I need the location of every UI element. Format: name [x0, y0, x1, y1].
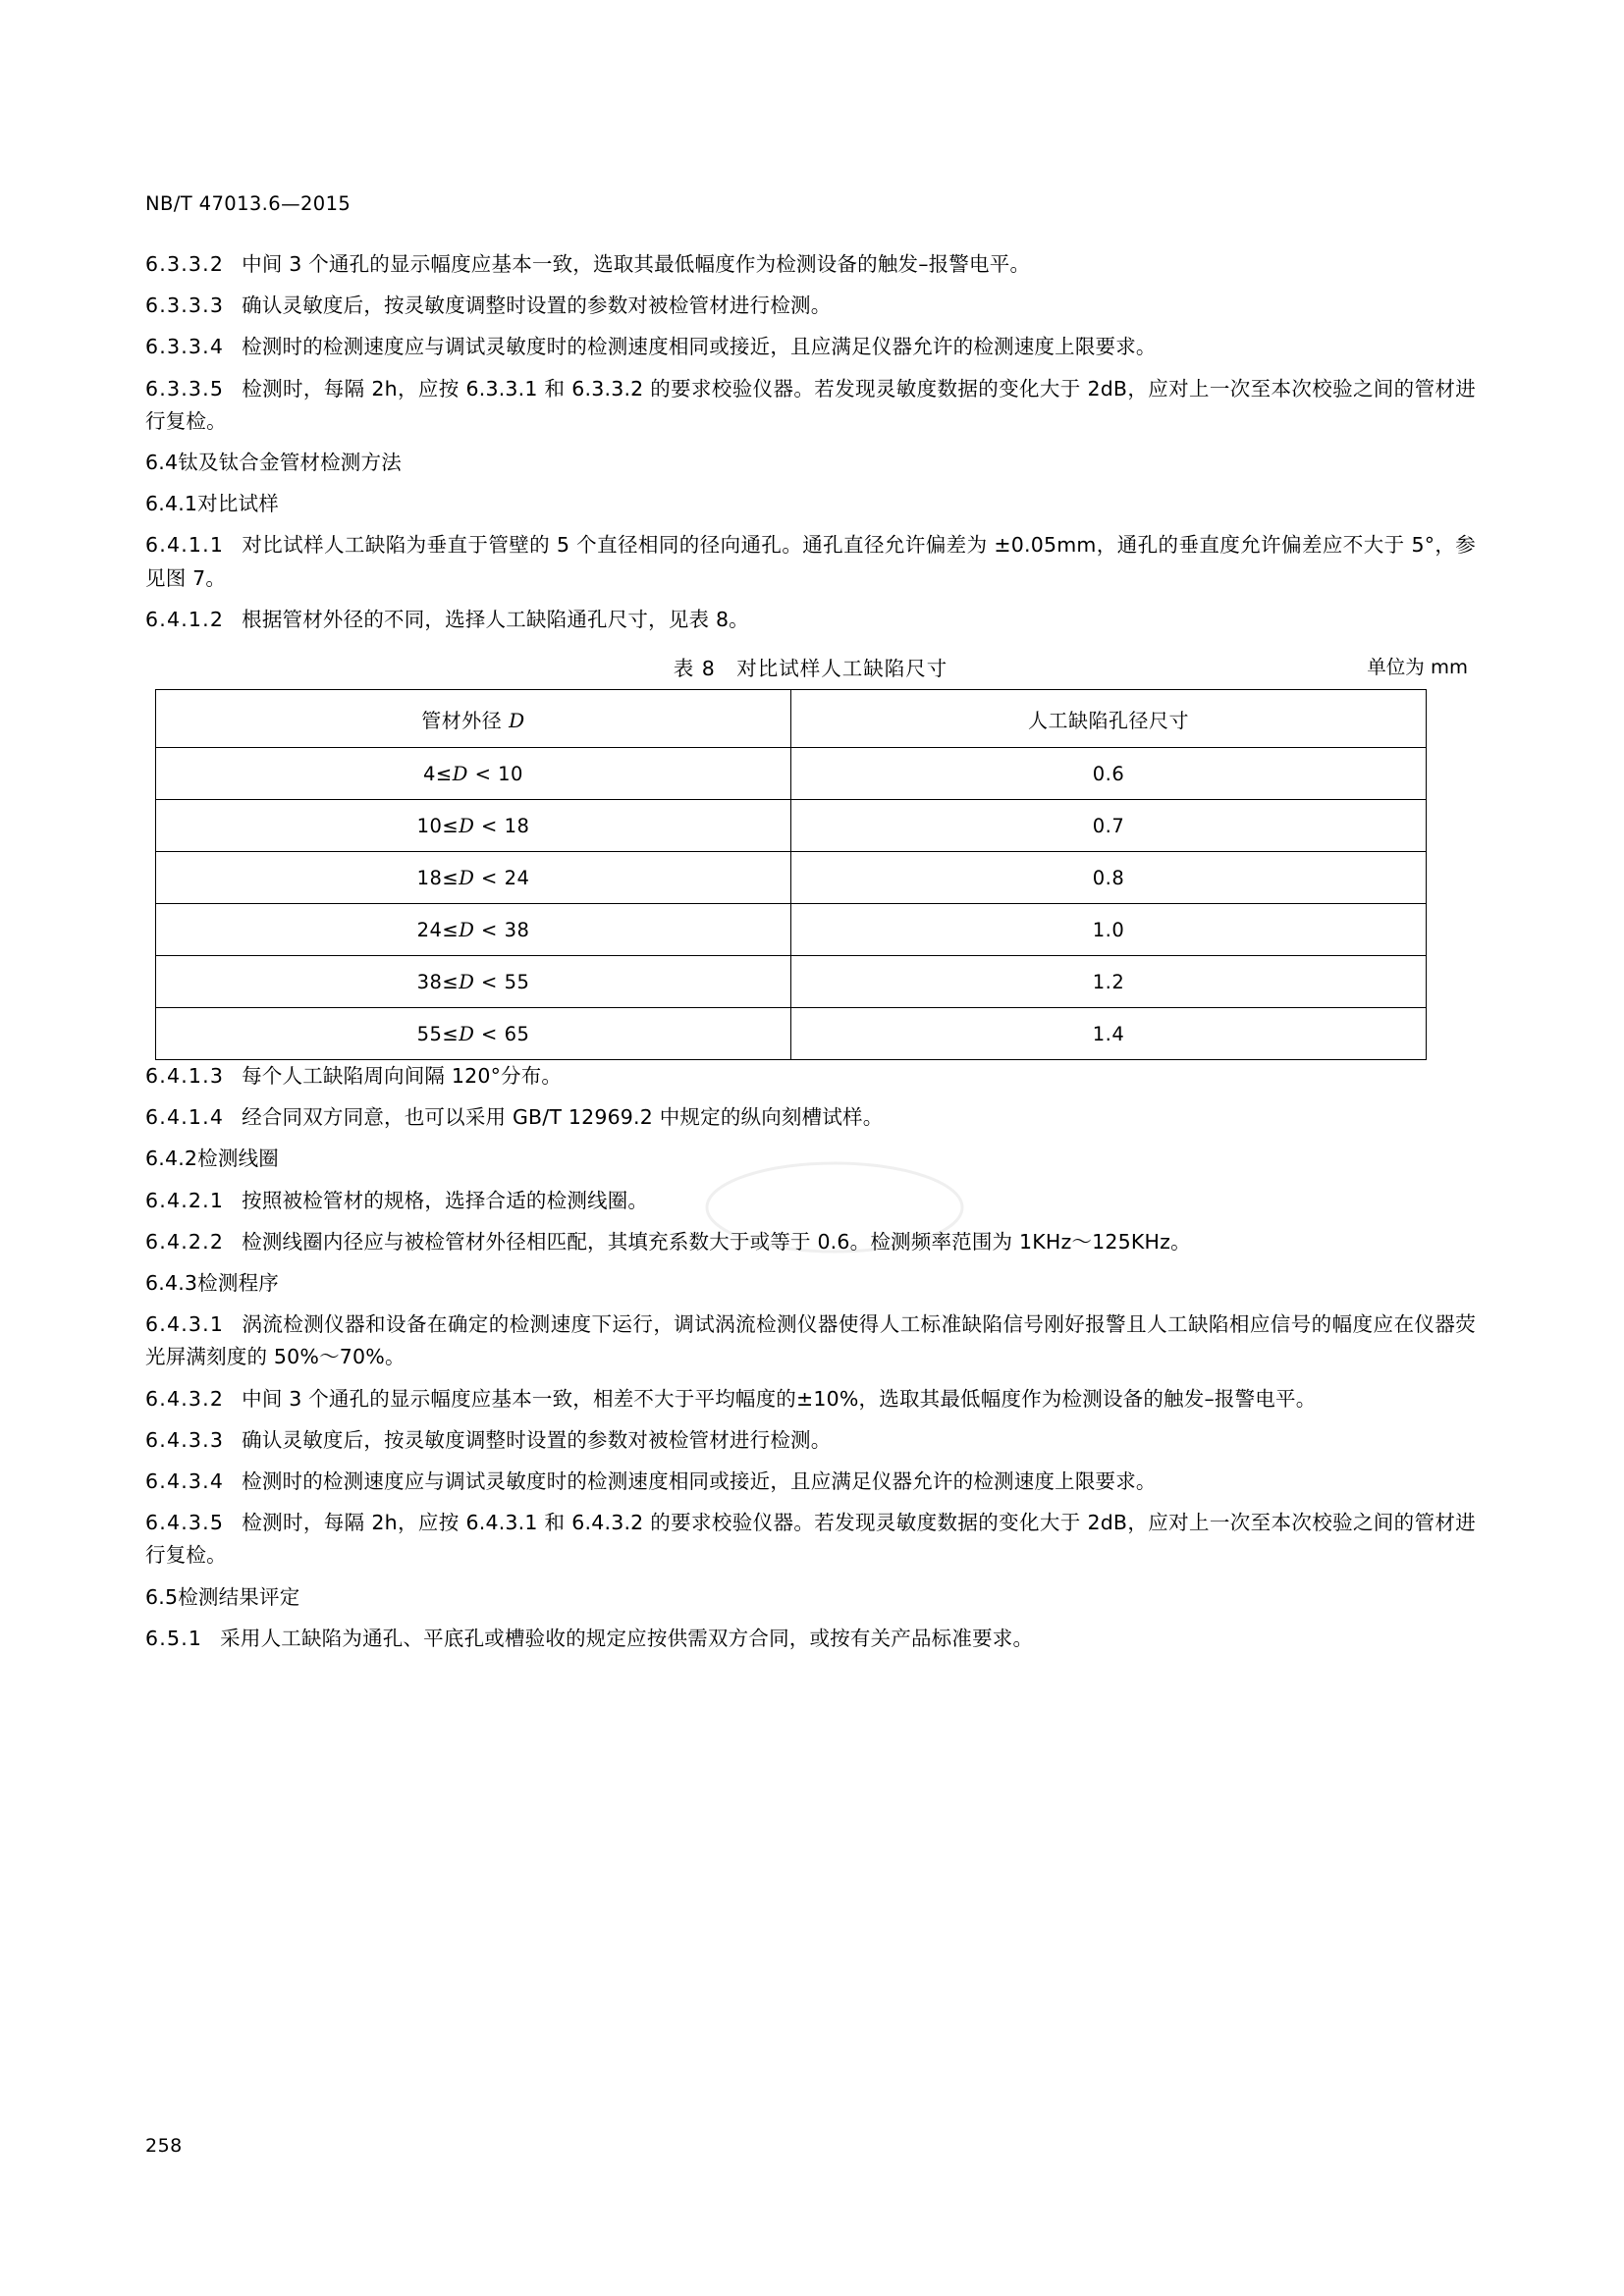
clause-number: 6.4.3.2	[145, 1386, 225, 1411]
clause-text: 检测结果评定	[178, 1584, 300, 1609]
table-cell-diameter-range: 24≤D < 38	[156, 904, 791, 956]
table-row	[156, 1008, 1427, 1060]
table-caption	[145, 652, 1476, 681]
clause-6-4-1-2	[145, 604, 1476, 636]
clause-text: 每个人工缺陷周向间隔 120°分布。	[242, 1064, 563, 1089]
clause-6-3-3-3	[145, 290, 1476, 322]
table-row	[156, 956, 1427, 1008]
clause-number: 6.4.3	[145, 1271, 198, 1296]
table-cell-diameter-range: 4≤D < 10	[156, 748, 791, 800]
table-caption-title: 表 8 对比试样人工缺陷尺寸	[673, 657, 948, 681]
table-cell-hole-size: 0.7	[791, 800, 1427, 852]
clause-6-3-3-5	[145, 373, 1476, 438]
page-content	[145, 192, 1476, 1664]
clause-text: 涡流检测仪器和设备在确定的检测速度下运行，调试涡流检测仪器使得人工标准缺陷信号刚好报警且人工缺陷相应信号的幅度应在仪器荧光屏满刻度的 50%～70%。	[145, 1312, 1476, 1369]
clause-6-4-3-heading	[145, 1267, 1476, 1300]
table-header-cell-hole-size: 人工缺陷孔径尺寸	[791, 690, 1427, 748]
clause-number: 6.3.3.4	[145, 335, 225, 359]
clause-number: 6.4.3.3	[145, 1427, 225, 1452]
table-row	[156, 800, 1427, 852]
clause-6-4-3-1	[145, 1308, 1476, 1373]
clause-number: 6.3.3.2	[145, 252, 225, 276]
clause-6-3-3-4	[145, 331, 1476, 363]
clause-number: 6.4.2.2	[145, 1229, 225, 1254]
clause-text: 中间 3 个通孔的显示幅度应基本一致，选取其最低幅度作为检测设备的触发–报警电平。	[242, 252, 1031, 276]
table-header-row	[156, 690, 1427, 748]
clause-number: 6.4.1.3	[145, 1064, 225, 1089]
clause-text: 检测时的检测速度应与调试灵敏度时的检测速度相同或接近，且应满足仪器允许的检测速度上限要求。	[242, 335, 1157, 359]
clause-text: 检测时，每隔 2h，应按 6.4.3.1 和 6.4.3.2 的要求校验仪器。若发现灵敏度数据的变化大于 2dB，应对上一次至本次校验之间的管材进行复检。	[145, 1511, 1476, 1568]
clause-text: 对比试样	[197, 492, 279, 516]
clause-6-5-heading	[145, 1581, 1476, 1614]
clause-number: 6.4.1.2	[145, 607, 225, 631]
clause-number: 6.5.1	[145, 1626, 203, 1650]
table-cell-diameter-range: 55≤D < 65	[156, 1008, 791, 1060]
clause-text: 检测程序	[197, 1271, 279, 1296]
clause-number: 6.4.3.4	[145, 1469, 225, 1494]
clause-number: 6.4.2	[145, 1147, 198, 1171]
page-number: 258	[145, 2135, 183, 2157]
table-unit-note: 单位为 mm	[1367, 656, 1468, 679]
clause-text: 按照被检管材的规格，选择合适的检测线圈。	[242, 1188, 649, 1212]
clause-number: 6.4.1.1	[145, 533, 225, 558]
clause-text: 检测线圈	[197, 1147, 279, 1171]
clause-number: 6.4	[145, 451, 179, 475]
clause-6-4-1-heading	[145, 488, 1476, 520]
clause-text: 根据管材外径的不同，选择人工缺陷通孔尺寸，见表 8。	[242, 607, 749, 631]
clause-number: 6.4.2.1	[145, 1188, 225, 1212]
clause-6-4-heading	[145, 447, 1476, 479]
clause-text: 经合同双方同意，也可以采用 GB/T 12969.2 中规定的纵向刻槽试样。	[242, 1105, 884, 1130]
clause-number: 6.4.3.1	[145, 1312, 225, 1337]
table-cell-diameter-range: 38≤D < 55	[156, 956, 791, 1008]
clause-text: 中间 3 个通孔的显示幅度应基本一致，相差不大于平均幅度的±10%，选取其最低幅度作为检测设备的触发–报警电平。	[242, 1386, 1317, 1411]
table-cell-hole-size: 1.2	[791, 956, 1427, 1008]
clause-6-4-1-3	[145, 1060, 1476, 1093]
clause-number: 6.3.3.3	[145, 294, 225, 318]
table-row	[156, 748, 1427, 800]
clause-number: 6.4.3.5	[145, 1511, 225, 1535]
clause-number: 6.5	[145, 1584, 179, 1609]
clause-text: 确认灵敏度后，按灵敏度调整时设置的参数对被检管材进行检测。	[242, 1427, 832, 1452]
table-cell-diameter-range: 18≤D < 24	[156, 852, 791, 904]
table-row	[156, 904, 1427, 956]
clause-text: 确认灵敏度后，按灵敏度调整时设置的参数对被检管材进行检测。	[242, 294, 832, 318]
document-header-code: NB/T 47013.6—2015	[145, 192, 352, 215]
clause-number: 6.4.1.4	[145, 1105, 225, 1130]
clause-text: 钛及钛合金管材检测方法	[178, 451, 402, 475]
table-cell-diameter-range: 10≤D < 18	[156, 800, 791, 852]
clause-text: 对比试样人工缺陷为垂直于管壁的 5 个直径相同的径向通孔。通孔直径允许偏差为 ±0.05mm，通孔的垂直度允许偏差应不大于 5°，参见图 7。	[145, 533, 1476, 590]
clause-text: 检测时的检测速度应与调试灵敏度时的检测速度相同或接近，且应满足仪器允许的检测速度上限要求。	[242, 1469, 1157, 1494]
table-8-artificial-defect-sizes	[155, 689, 1427, 1060]
table-cell-hole-size: 0.8	[791, 852, 1427, 904]
clause-6-4-3-4	[145, 1466, 1476, 1498]
clause-6-4-3-3	[145, 1424, 1476, 1457]
clause-text: 检测线圈内径应与被检管材外径相匹配，其填充系数大于或等于 0.6。检测频率范围为 1KHz～125KHz。	[242, 1229, 1191, 1254]
clause-6-4-1-1	[145, 529, 1476, 594]
clause-text: 检测时，每隔 2h，应按 6.3.3.1 和 6.3.3.2 的要求校验仪器。若发现灵敏度数据的变化大于 2dB，应对上一次至本次校验之间的管材进行复检。	[145, 376, 1476, 433]
clause-6-4-3-2	[145, 1383, 1476, 1415]
table-cell-hole-size: 1.4	[791, 1008, 1427, 1060]
clause-6-3-3-2	[145, 248, 1476, 281]
clause-6-4-2-1	[145, 1185, 1476, 1217]
clause-6-4-2-heading	[145, 1143, 1476, 1175]
clause-text: 采用人工缺陷为通孔、平底孔或槽验收的规定应按供需双方合同，或按有关产品标准要求。	[220, 1626, 1034, 1650]
clause-6-5-1	[145, 1623, 1476, 1655]
clause-number: 6.3.3.5	[145, 376, 225, 400]
table-row	[156, 852, 1427, 904]
clause-6-4-2-2	[145, 1226, 1476, 1258]
clause-6-4-3-5	[145, 1507, 1476, 1572]
table-cell-hole-size: 1.0	[791, 904, 1427, 956]
table-header-cell-outer-diameter: 管材外径 D	[156, 690, 791, 748]
table-cell-hole-size: 0.6	[791, 748, 1427, 800]
clause-6-4-1-4	[145, 1101, 1476, 1134]
clause-number: 6.4.1	[145, 492, 198, 516]
